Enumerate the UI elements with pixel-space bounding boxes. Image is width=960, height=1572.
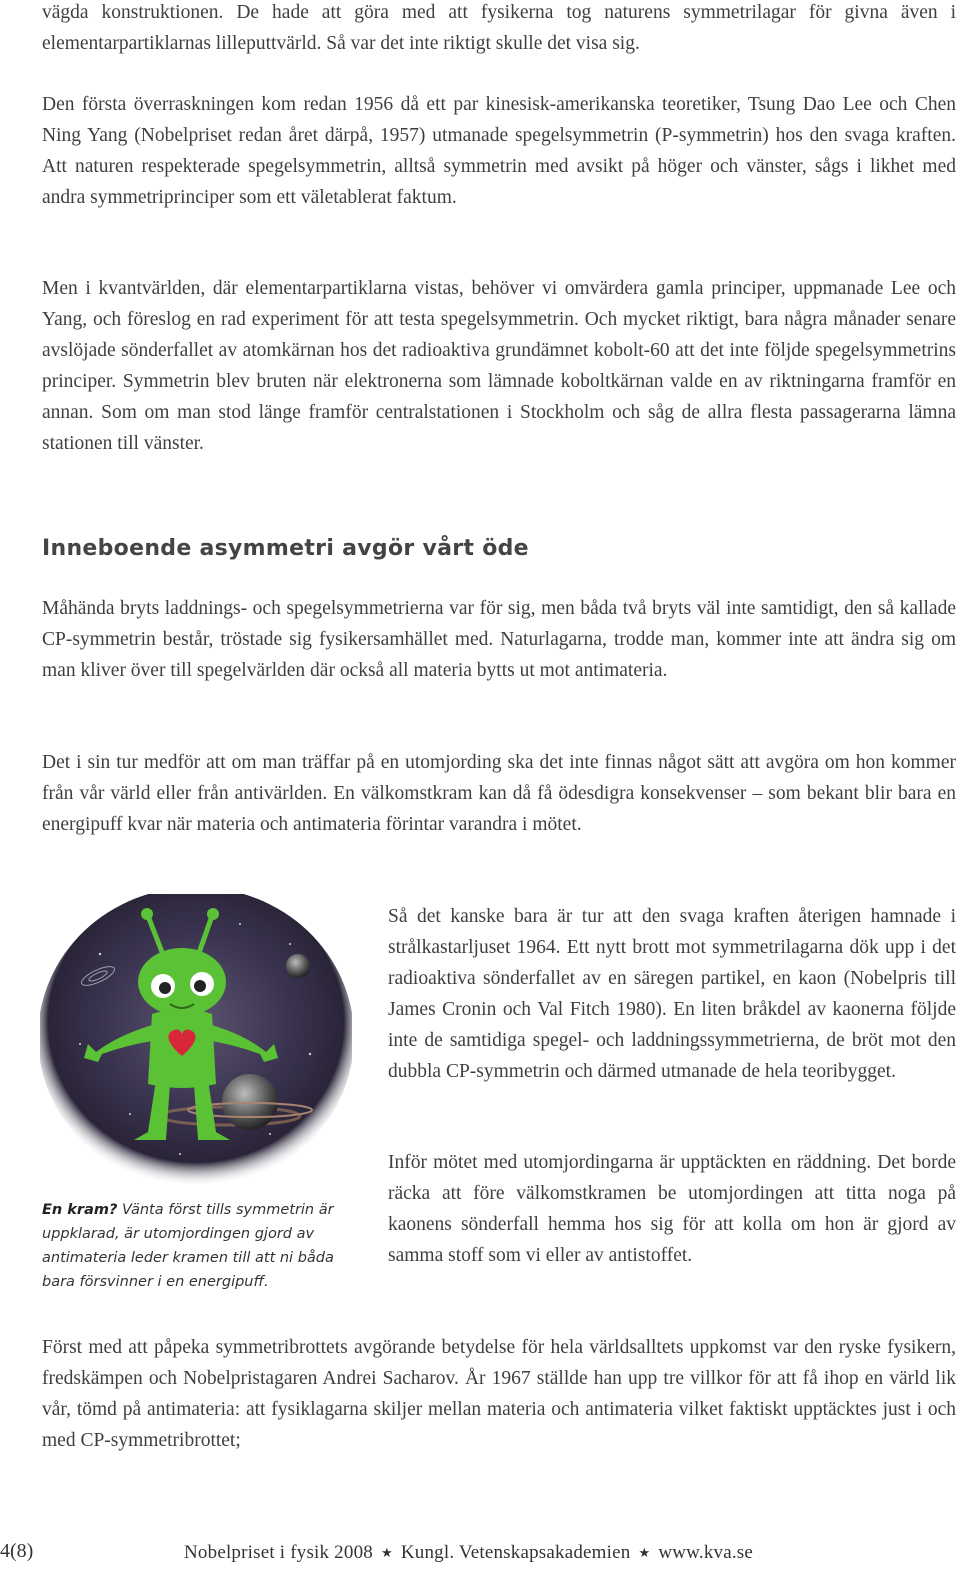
footer-star-icon: ★ [638, 1545, 651, 1560]
caption-lead: En kram? [42, 1202, 118, 1218]
paragraph-sacharov: Först med att påpeka symmetribrottets avgörande betydelse för hela världsalltets uppkomst var den ryske fysikern, fredskämpen och Nobelpristagaren Andrei Sacharov. År 1967 ställde han upp tre villkor för att få ihop en värld lik vår, tömd på antimateria: att fysiklagarna skiljer mellan materia och antimateria vilket faktiskt upptäcktes just i och med CP-symmetribrottet; [42, 1337, 956, 1451]
caption-text: Vänta först tills symmetrin är uppklarad, är utomjordingen gjord av antimateria leder kramen till att ni båda bara försvinner i en energipuff. [42, 1202, 334, 1290]
paragraph-cp-symmetry: Måhända bryts laddnings- och spegelsymmetrierna var för sig, men båda två bryts väl inte samtidigt, den så kallade CP-symmetrin består, tröstade sig fysikersamhället med. Naturlagarna, trodde man, kommer inte att ändra sig om man kliver över till spegelvärlden där också all materia bytts ut mot antimateria. [42, 598, 956, 681]
page-footer [0, 1538, 960, 1568]
alien-illustration [40, 894, 352, 1184]
footer-academy: Kungl. Vetenskapsakademien [400, 1542, 631, 1563]
footer-star-icon: ★ [380, 1545, 393, 1560]
paragraph-alien: Det i sin tur medför att om man träffar på en utomjording ska det inte finnas något sätt att avgöra om hon kommer från vår värld eller från antivärlden. En välkomstkram kan då få ödesdigra konsekvenser – som bekant blir bara en energipuff kvar när materia och antimateria förintar varandra i mötet. [42, 752, 956, 835]
alien-in-space-image [40, 894, 352, 1184]
paragraph-continuation: vägda konstruktionen. De hade att göra med att fysikerna tog naturens symmetrilagar för givna även i elementarpartiklarnas lilleputtvärld. Så var det inte riktigt skulle det visa sig. [42, 2, 956, 54]
image-caption [42, 1198, 352, 1294]
footer-prize: Nobelpriset i fysik 2008 [184, 1542, 373, 1563]
paragraph-kobolt: Men i kvantvärlden, där elementarpartiklarna vistas, behöver vi omvärdera gamla principer, uppmanade Lee och Yang, och föreslog en rad experiment för att testa spegelsymmetrin. Och mycket riktigt, bara några månader senare avslöjade sönderfallet av atomkärnan hos det radioaktiva grundämnet kobolt-60 att det inte följde spegelsymmetrins principer. Symmetrin blev bruten när elektronerna som lämnade koboltkärnan valde en av riktningarna framför en annan. Som om man stod länge framför centralstationen i Stockholm och såg de allra flesta passagerarna lämna stationen till vänster. [42, 278, 956, 454]
footer-text [184, 1542, 753, 1564]
paragraph-meeting: Inför mötet med utomjordingarna är upptäckten en räddning. Det borde räcka att före välkomstkramen be utomjordingen att titta noga på kaonens sönderfall hemma hos sig för att kolla om hon är gjord av samma stoff som vi eller av antistoffet. [388, 1152, 956, 1266]
footer-website-link[interactable]: www.kva.se [658, 1542, 754, 1563]
section-heading: Inneboende asymmetri avgör vårt öde [42, 536, 529, 561]
paragraph-lee-yang: Den första överraskningen kom redan 1956 då ett par kinesisk-amerikanska teoretiker, Tsung Dao Lee och Chen Ning Yang (Nobelpriset redan året därpå, 1957) utmanade spegelsymmetrin (P-symmetrin) hos den svaga kraften. Att naturen respekterade spegelsymmetrin, alltså symmetrin med avsikt på höger och vänster, sågs i likhet med andra symmetriprinciper som ett väletablerat faktum. [42, 94, 956, 208]
paragraph-kaon: Så det kanske bara är tur att den svaga kraften återigen hamnade i strålkastarljuset 1964. Ett nytt brott mot symmetrilagarna dök upp i det radioaktiva sönderfallet av en säregen partikel, en kaon (Nobelpris till James Cronin och Val Fitch 1980). En liten bråkdel av kaonerna följde inte de samtidiga spegel- och laddningssymmetrierna, de bröt mot den dubbla CP-symmetrin och därmed utmanade de hela teoribygget. [388, 906, 956, 1082]
page-number: 4(8) [0, 1540, 34, 1562]
